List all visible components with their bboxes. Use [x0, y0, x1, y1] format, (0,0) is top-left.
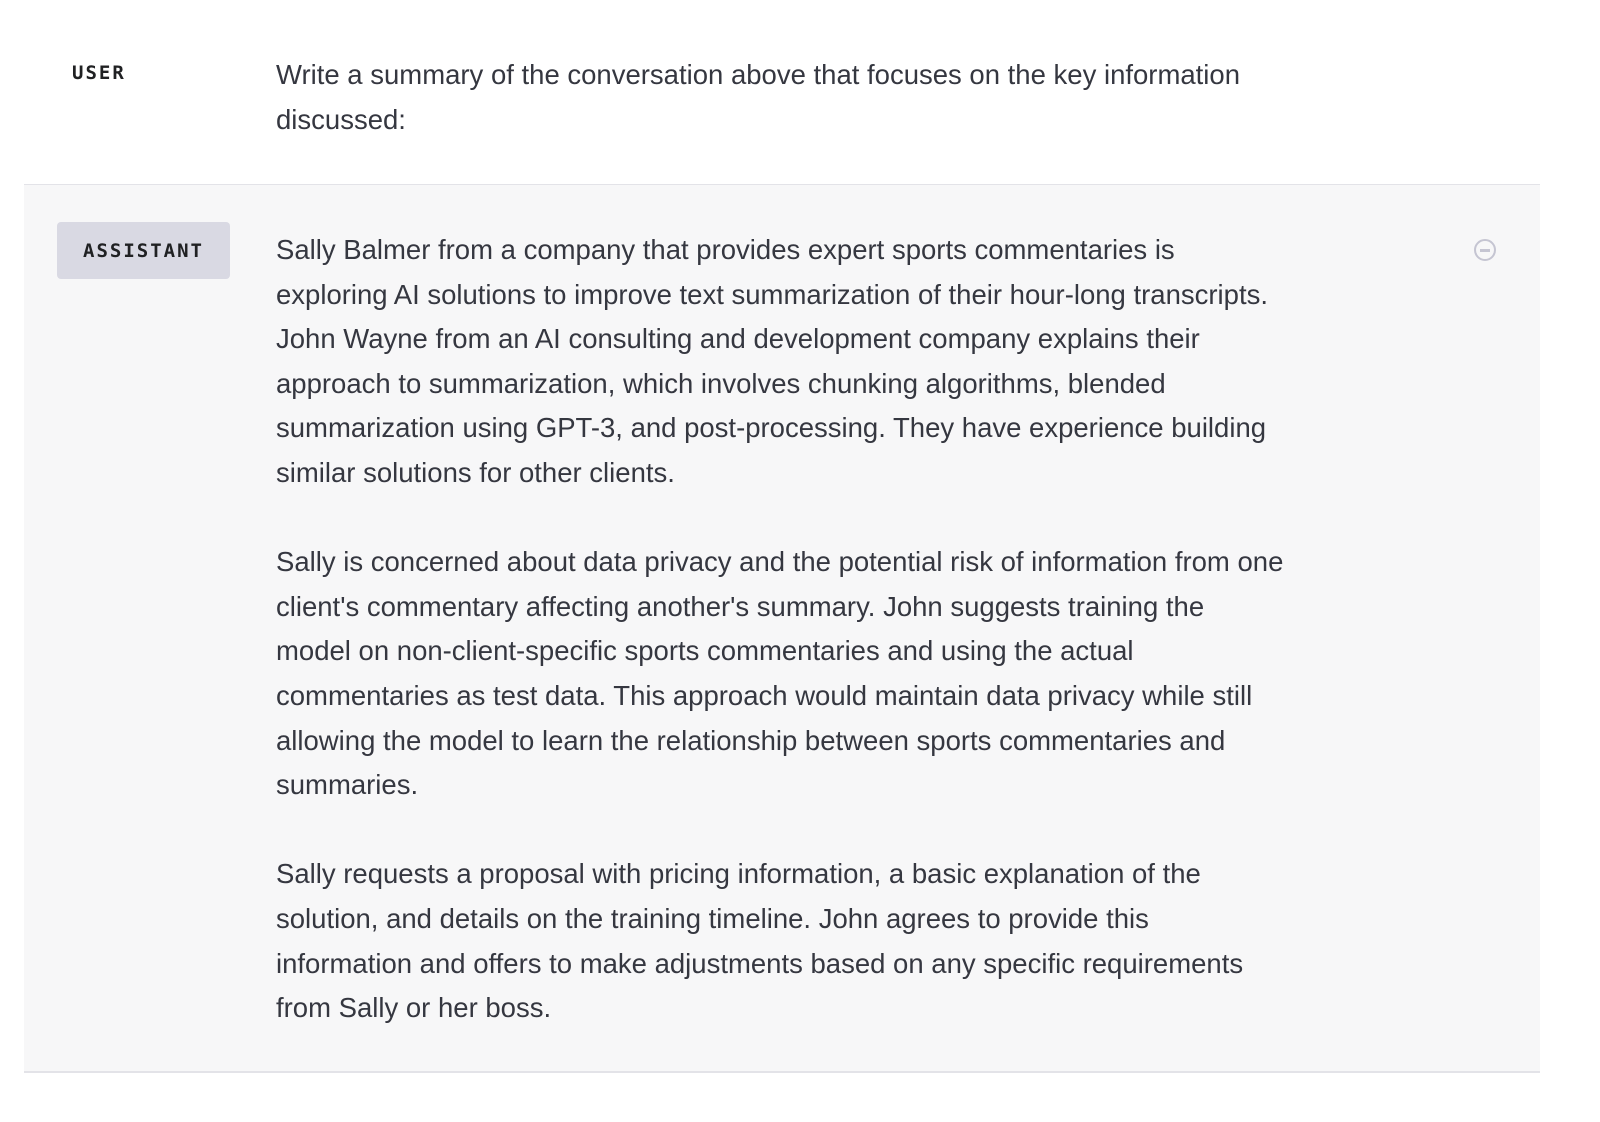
user-message — [24, 0, 1540, 186]
assistant-message — [24, 185, 1540, 1073]
text-line: Sally is concerned about data privacy and the potential risk of information from one — [276, 546, 1284, 578]
text-line: from Sally or her boss. — [276, 992, 552, 1024]
user-message-text[interactable] — [276, 53, 1240, 142]
text-line: allowing the model to learn the relationship between sports commentaries and — [276, 724, 1226, 756]
text-line: Sally requests a proposal with pricing information, a basic explanation of the — [276, 858, 1201, 890]
text-line: client's commentary affecting another's summary. John suggests training the — [276, 590, 1205, 622]
paragraph — [276, 228, 1283, 496]
text-line: exploring AI solutions to improve text summarization of their hour-long transcripts. — [276, 278, 1268, 310]
minus-circle-icon[interactable] — [1474, 239, 1496, 261]
assistant-role-label[interactable] — [57, 222, 230, 279]
paragraph — [276, 540, 1283, 808]
text-line: information and offers to make adjustments based on any specific requirements — [276, 947, 1244, 979]
text-line: similar solutions for other clients. — [276, 456, 675, 488]
text-line: commentaries as test data. This approach would maintain data privacy while still — [276, 679, 1253, 711]
text-line: summarization using GPT-3, and post-processing. They have experience building — [276, 412, 1267, 444]
paragraph — [276, 852, 1283, 1030]
text-line: John Wayne from an AI consulting and development company explains their — [276, 323, 1200, 355]
text-line: Sally Balmer from a company that provides expert sports commentaries is — [276, 234, 1175, 265]
user-role-label[interactable]: USER — [72, 62, 126, 84]
text-line: solution, and details on the training timeline. John agrees to provide this — [276, 902, 1149, 934]
text-line: model on non-client-specific sports commentaries and using the actual — [276, 635, 1134, 667]
role-text: ASSISTANT — [83, 239, 204, 262]
text-line: Write a summary of the conversation above that focuses on the key information — [276, 59, 1241, 90]
text-line: summaries. — [276, 769, 419, 801]
text-line: discussed: — [276, 103, 406, 135]
text-line: approach to summarization, which involves chunking algorithms, blended — [276, 367, 1166, 399]
assistant-message-text[interactable] — [276, 228, 1283, 1031]
